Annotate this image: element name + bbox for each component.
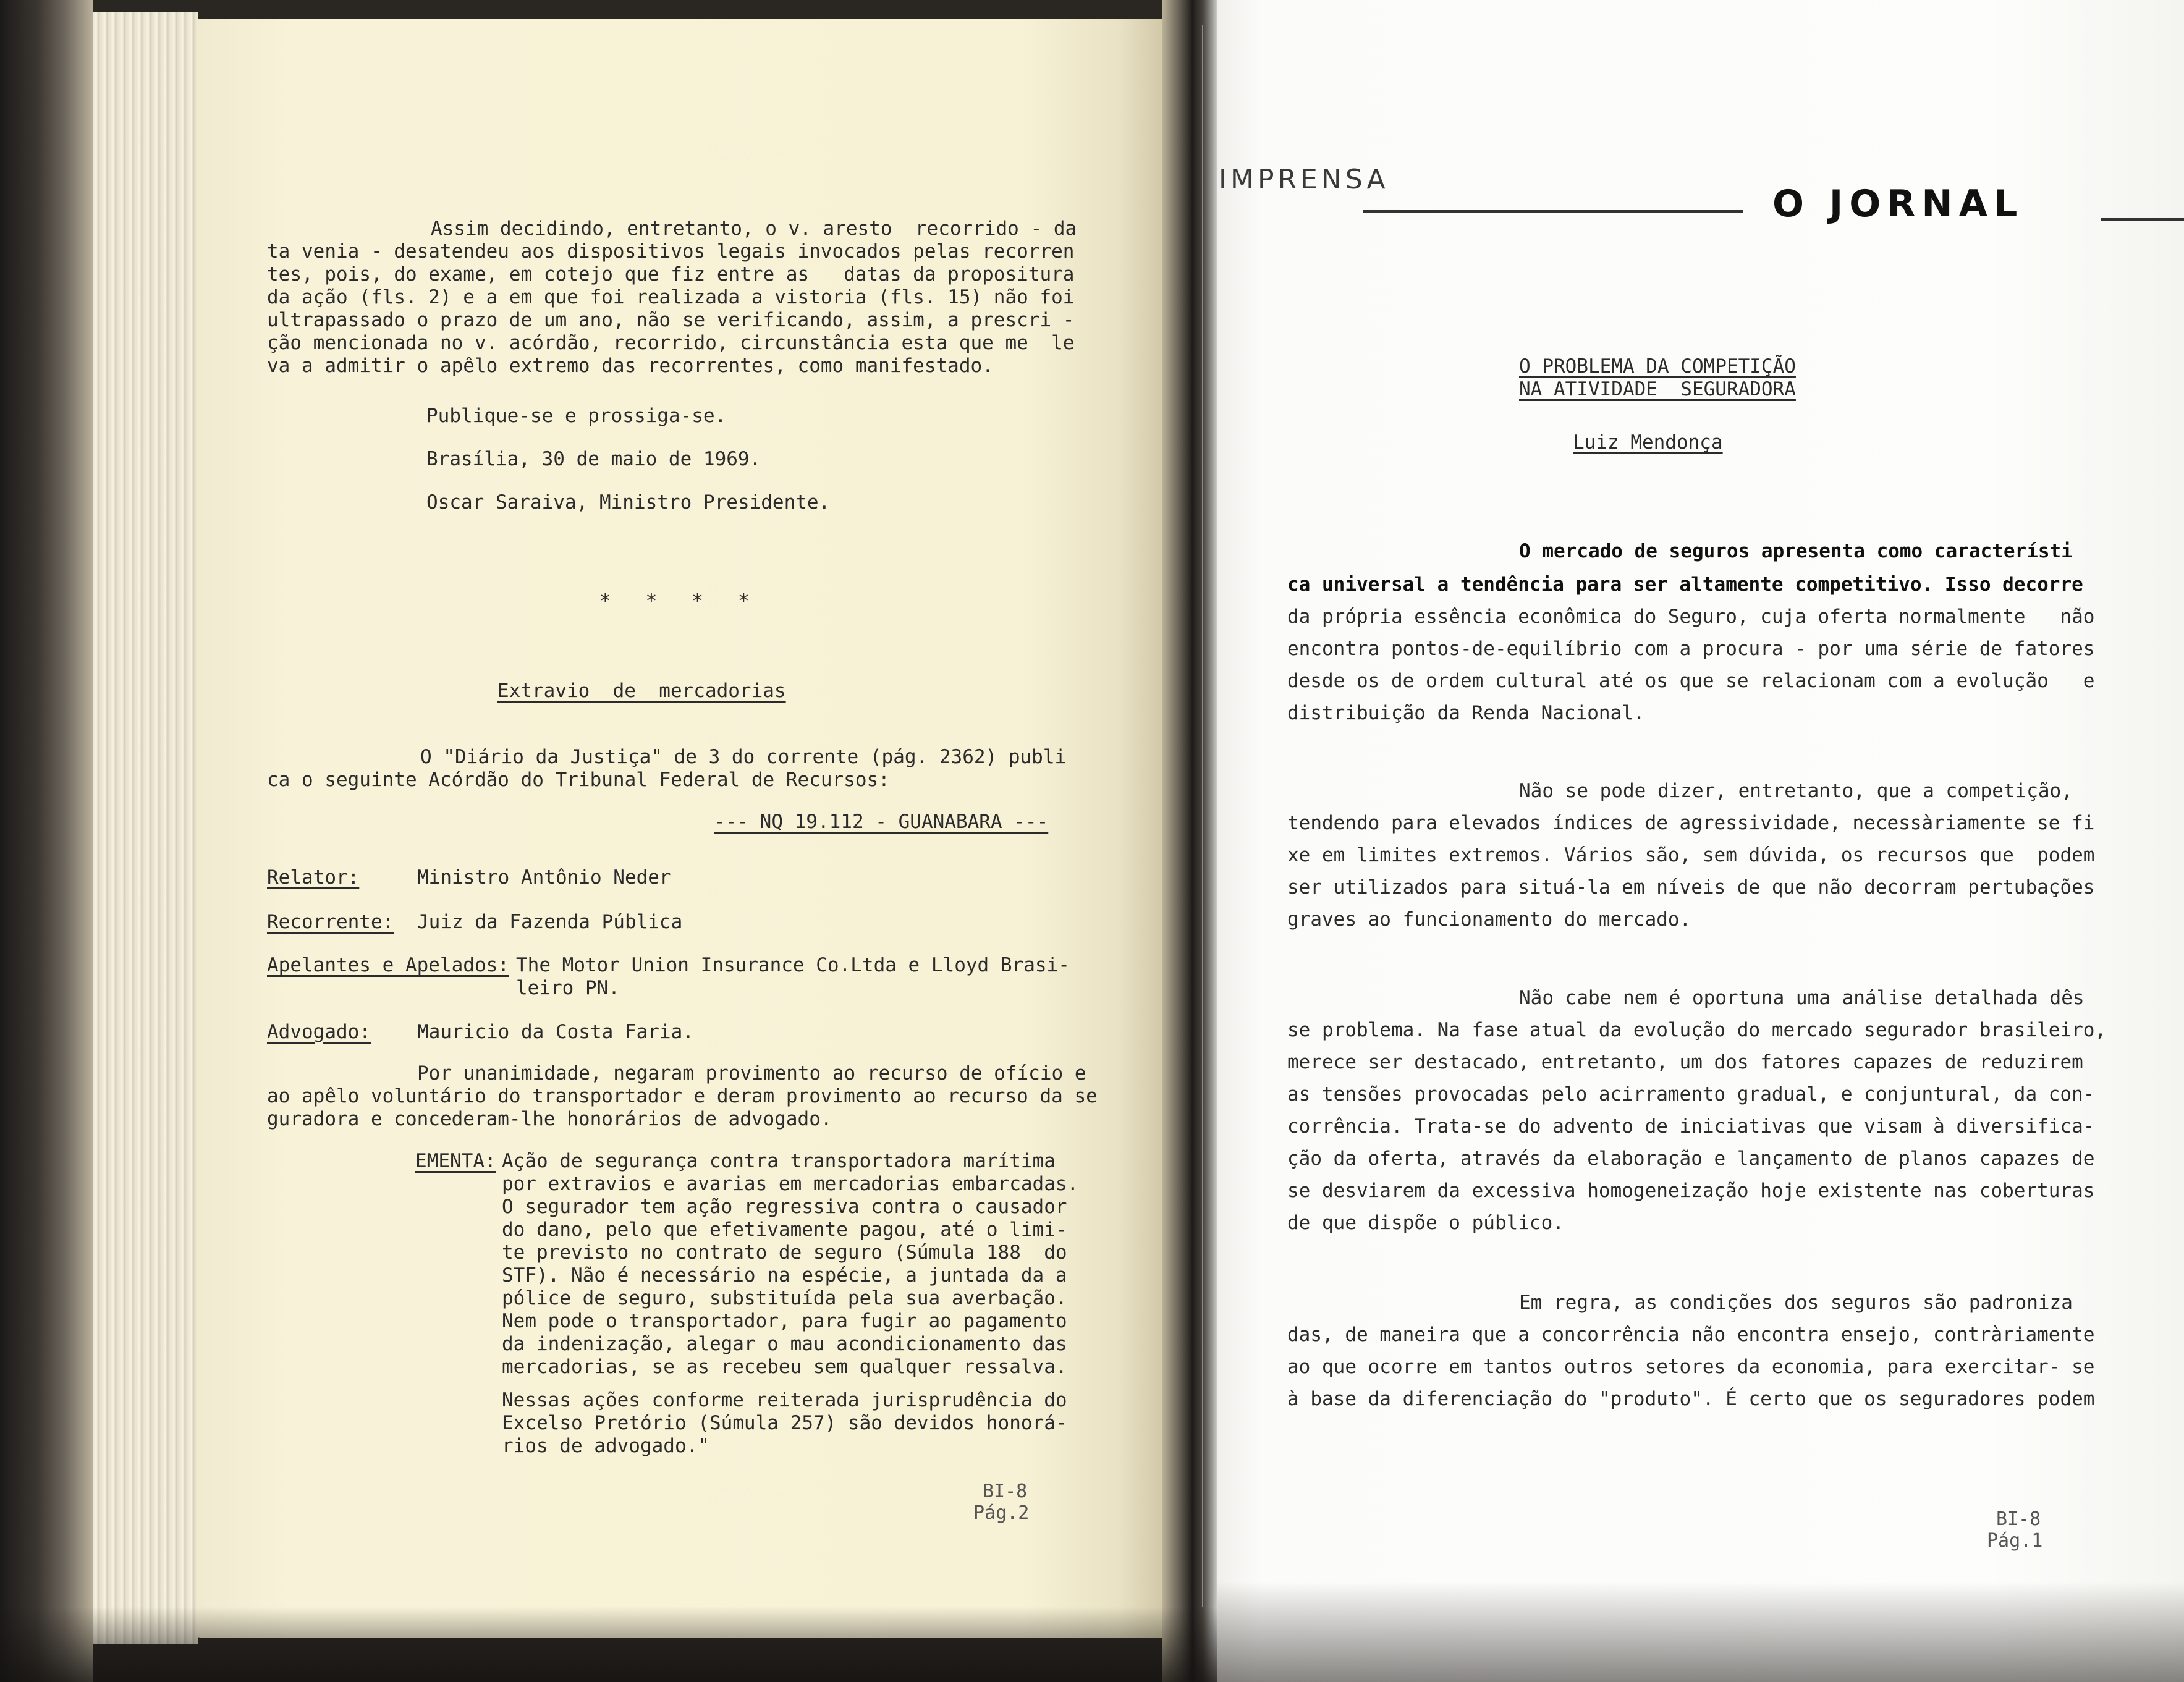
para1-line: desde os de ordem cultural até os que se relacionam com a evolução e <box>1287 670 2095 692</box>
para4-line: à base da diferenciação do "produto". É certo que os seguradores podem <box>1287 1388 2095 1410</box>
article-title: NA ATIVIDADE SEGURADORA <box>1519 378 1796 400</box>
apelantes-value: The Motor Union Insurance Co.Ltda e Lloyd Brasi- <box>516 954 1070 976</box>
para4-line: Em regra, as condições dos seguros são padroniza <box>1519 1291 2073 1314</box>
decision-line: guradora e concederam-lhe honorários de advogado. <box>267 1108 832 1130</box>
apelantes-label: Apelantes e Apelados: <box>267 954 509 976</box>
para4-line: ao que ocorre em tantos outros setores da economia, para exercitar- se <box>1287 1356 2095 1378</box>
advogado-value: Mauricio da Costa Faria. <box>417 1021 694 1043</box>
recorrente-value: Juiz da Fazenda Pública <box>417 911 683 933</box>
para3-line: merece ser destacado, entretanto, um dos fatores capazes de reduzirem <box>1287 1051 2083 1073</box>
ementa-line: O segurador tem ação regressiva contra o causador <box>502 1196 1067 1218</box>
para3-line: Não cabe nem é oportuna uma análise detalhada dês <box>1519 987 2085 1009</box>
ementa-line: Ação de segurança contra transportadora marítima <box>502 1150 1056 1172</box>
relator-label: Relator: <box>267 866 360 889</box>
scan-dark-edge <box>0 0 93 1682</box>
ementa-line: pólice de seguro, substituída pela sua averbação. <box>502 1287 1067 1309</box>
ementa-line: Nem pode o transportador, para fugir ao pagamento <box>502 1310 1067 1332</box>
ementa-line: te previsto no contrato de seguro (Súmula 188 do <box>502 1241 1067 1264</box>
para2-line: Não se pode dizer, entretanto, que a competição, <box>1519 780 2073 802</box>
para1-line: encontra pontos-de-equilíbrio com a procura - por uma série de fatores <box>1287 638 2095 660</box>
bottom-shadow-left <box>0 1607 1217 1682</box>
para2-line: tendendo para elevados índices de agressividade, necessàriamente se fi <box>1287 812 2095 834</box>
publique-line: Publique-se e prossiga-se. <box>426 405 727 427</box>
para1-line: ção mencionada no v. acórdão, recorrido, circunstância esta que me le <box>267 332 1075 354</box>
date-line: Brasília, 30 de maio de 1969. <box>426 448 761 470</box>
para4-line: das, de maneira que a concorrência não encontra ensejo, contràriamente <box>1287 1324 2095 1346</box>
para1-line: ultrapassado o prazo de um ano, não se verificando, assim, a prescri - <box>267 309 1075 331</box>
right-page <box>1202 0 2184 1682</box>
recorrente-label: Recorrente: <box>267 911 394 933</box>
ementa2-line: Nessas ações conforme reiterada jurisprudência do <box>502 1389 1067 1411</box>
bottom-shadow-right <box>1217 1582 2184 1682</box>
para3-line: de que dispõe o público. <box>1287 1212 1564 1234</box>
book-gutter <box>1162 0 1217 1682</box>
ementa-label: EMENTA: <box>415 1150 496 1172</box>
para2-line: graves ao funcionamento do mercado. <box>1287 908 1691 931</box>
header-rule-left <box>1363 210 1743 213</box>
ementa-line: mercadorias, se as recebeu sem qualquer ressalva. <box>502 1356 1067 1378</box>
header-imprensa: IMPRENSA <box>1219 164 1389 195</box>
para3-line: se problema. Na fase atual da evolução do mercado segurador brasileiro, <box>1287 1019 2107 1041</box>
decision-line: Por unanimidade, negaram provimento ao recurso de ofício e <box>417 1062 1086 1084</box>
ementa-line: por extravios e avarias em mercadorias embarcadas. <box>502 1173 1079 1195</box>
decision-line: ao apêlo voluntário do transportador e deram provimento ao recurso da se <box>267 1085 1098 1107</box>
intro-line: O "Diário da Justiça" de 3 do corrente (pág. 2362) publi <box>420 746 1067 768</box>
footer-page-number: Pág.1 <box>1987 1530 2043 1552</box>
para3-line: corrência. Trata-se do advento de iniciativas que visam à diversifica- <box>1287 1115 2095 1138</box>
header-rule-right <box>2101 218 2184 221</box>
ementa2-line: Excelso Pretório (Súmula 257) são devidos honorá- <box>502 1412 1067 1434</box>
para1-line: ca universal a tendência para ser altamente competitivo. Isso decorre <box>1287 573 2083 596</box>
page-edge-line <box>1202 25 1203 1607</box>
para1-line: tes, pois, do exame, em cotejo que fiz entre as datas da propositura <box>267 263 1075 285</box>
case-number: --- NQ 19.112 - GUANABARA --- <box>714 811 1049 833</box>
para2-line: xe em limites extremos. Vários são, sem dúvida, os recursos que podem <box>1287 844 2095 866</box>
intro-line: ca o seguinte Acórdão do Tribunal Federal de Recursos: <box>267 769 890 791</box>
para3-line: ção da oferta, através da elaboração e lançamento de planos capazes de <box>1287 1147 2095 1170</box>
footer-code: BI-8 <box>1996 1508 2041 1530</box>
relator-value: Ministro Antônio Neder <box>417 866 671 889</box>
para1-line: da ação (fls. 2) e a em que foi realizada a vistoria (fls. 15) não foi <box>267 286 1075 308</box>
para1-line: distribuição da Renda Nacional. <box>1287 702 1645 724</box>
article-author: Luiz Mendonça <box>1573 431 1723 454</box>
para1-line: O mercado de seguros apresenta como característi <box>1519 540 2073 562</box>
ementa-line: do dano, pelo que efetivamente pagou, até o limi- <box>502 1219 1067 1241</box>
para1-line: va a admitir o apêlo extremo das recorrentes, como manifestado. <box>267 355 994 377</box>
section-separator: * * * * <box>599 590 750 612</box>
signature-line: Oscar Saraiva, Ministro Presidente. <box>426 491 831 513</box>
section-title: Extravio de mercadorias <box>497 680 786 702</box>
para1-line: ta venia - desatendeu aos dispositivos legais invocados pelas recorren <box>267 240 1075 263</box>
book-page-stack <box>93 12 198 1644</box>
header-newspaper-name: O JORNAL <box>1772 182 2024 226</box>
para2-line: ser utilizados para situá-la em níveis de que não decorram pertubações <box>1287 876 2095 898</box>
para1-line: Assim decidindo, entretanto, o v. aresto recorrido - da <box>431 218 1077 240</box>
footer-page-number: Pág.2 <box>973 1502 1030 1524</box>
advogado-label: Advogado: <box>267 1021 371 1043</box>
apelantes-value: leiro PN. <box>516 977 620 999</box>
footer-code: BI-8 <box>983 1481 1028 1502</box>
ementa-line: da indenização, alegar o mau acondicionamento das <box>502 1333 1067 1355</box>
para1-line: da própria essência econômica do Seguro, cuja oferta normalmente não <box>1287 606 2095 628</box>
article-title: O PROBLEMA DA COMPETIÇÃO <box>1519 355 1796 378</box>
para3-line: as tensões provocadas pelo acirramento gradual, e conjuntural, da con- <box>1287 1083 2095 1105</box>
ementa-line: STF). Não é necessário na espécie, a juntada da a <box>502 1264 1067 1287</box>
ementa2-line: rios de advogado." <box>502 1435 709 1457</box>
para3-line: se desviarem da excessiva homogeneização hoje existente nas coberturas <box>1287 1180 2095 1202</box>
